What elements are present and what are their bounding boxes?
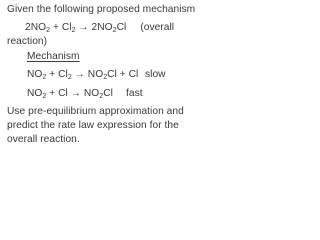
mechanism-step-1 (27, 69, 166, 81)
question-prompt-line-3: overall reaction. (7, 134, 80, 145)
step-1-equation: $NO_2 + Cl_2 \to NO_2Cl + Cl$ (27, 69, 139, 81)
mechanism-heading: Mechanism (27, 51, 80, 62)
question-prompt-line-1: Use pre-equilibrium approximation and (7, 106, 184, 117)
step-2-rate-label: fast (126, 88, 143, 99)
question-prompt-line-2: predict the rate law expression for the (7, 120, 179, 131)
step-1-rate-label: slow (145, 69, 166, 80)
question-intro: Given the following proposed mechanism (7, 4, 196, 15)
overall-tag: (overall (140, 22, 175, 33)
overall-equation: $2NO_2 + Cl_2 \to 2NO_2Cl$ (25, 22, 127, 34)
mechanism-step-2 (27, 88, 143, 100)
question-card (0, 0, 200, 148)
overall-tag-continued: reaction) (7, 36, 48, 47)
step-2-equation: $NO_2 + Cl \to NO_2Cl$ (27, 88, 113, 100)
overall-reaction-line (25, 22, 174, 34)
